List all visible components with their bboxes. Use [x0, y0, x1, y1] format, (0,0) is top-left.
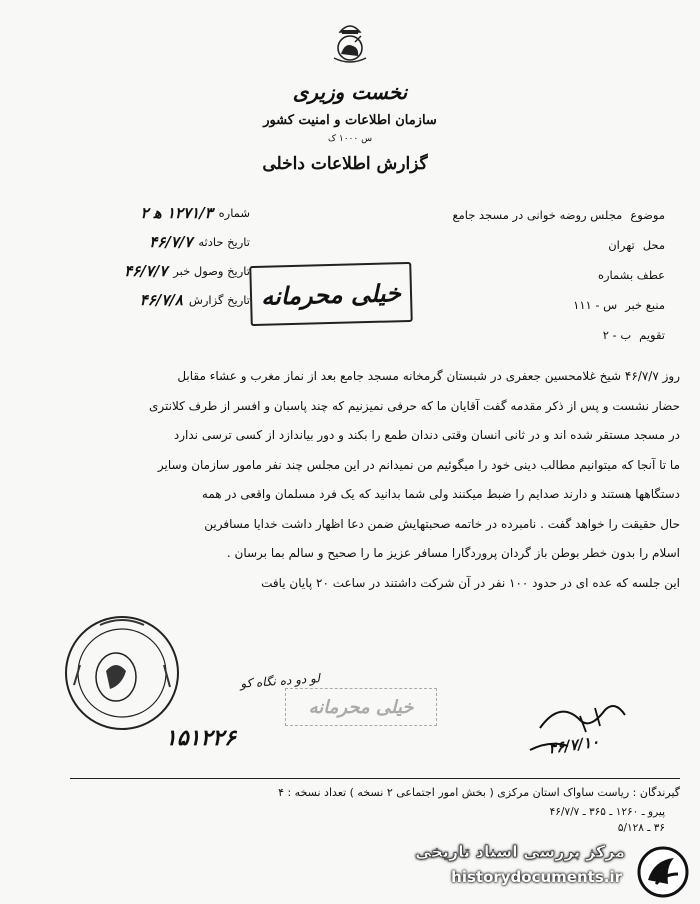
handwritten-note: لو دو ده نگاه کو	[239, 671, 321, 691]
recipients-line: گیرندگان : ریاست ساواک استان مرکزی ( بخش امور اجتماعی ۲ نسخه ) تعداد نسخه : ۴	[278, 786, 680, 799]
body-line: ما تا آنجا که میتوانیم مطالب دینی خود را میگوئیم من نمیدانم در این مجلس چند نفر مامور سازمان وسایر	[157, 457, 680, 472]
meta-value: س - ۱۱۱	[573, 298, 618, 312]
meta-number-row	[70, 198, 250, 227]
organization-name: سازمان اطلاعات و امنیت کشور	[263, 113, 437, 128]
watermark-title: مرکز بررسی اسناد تاریخی	[415, 842, 625, 861]
footer-divider	[70, 778, 680, 779]
meta-label: عطف بشماره	[597, 268, 665, 282]
footer-reference-line: پیرو ـ ۱۲۶۰ ـ ۳۶۵ ـ ۴۶/۷/۷	[549, 806, 665, 818]
meta-label: محل	[642, 238, 665, 252]
meta-label: تاریخ وصول خبر	[173, 263, 250, 278]
body-line: اسلام را بدون خطر بوطن باز گردان پروردگارا مسافر عزیز ما را صحیح و سالم بما برسان .	[226, 546, 680, 560]
body-line: در مسجد مستقر شده اند و در ثانی انسان وقتی دندان طمع را بکند و دور بیاندازد از کسی ترسی ندارد	[173, 428, 680, 442]
report-body	[30, 362, 680, 598]
signature-date: ۴۶/۷/۱۰	[546, 732, 601, 758]
organization-seal-icon	[60, 605, 185, 735]
meta-value: مجلس روضه خوانی در مسجد جامع	[452, 208, 623, 222]
handwritten-number: ۱۵۱۲۲۶	[165, 725, 236, 751]
watermark-url: historydocuments.ir	[451, 868, 622, 886]
meta-subject-row	[335, 200, 665, 230]
watermark-logo-icon	[634, 844, 692, 900]
meta-label: منبع خبر	[625, 298, 665, 312]
meta-label: تاریخ گزارش	[188, 292, 250, 307]
body-line: حضار نشست و پس از ذکر مقدمه گفت آقایان ما که حرفی نمیزنیم که چند پاسبان و افسر از طرف کلانتری	[149, 398, 680, 413]
body-line: روز ۴۶/۷/۷ شیخ غلامحسین جعفری در شبستان گرمخانه مسجد جامع بعد از نماز مغرب و عشاء مقابل	[177, 369, 680, 383]
meta-value: ب - ۲	[602, 328, 632, 342]
meta-label: موضوع	[630, 208, 665, 222]
meta-label: شماره	[218, 205, 250, 220]
meta-label: تاریخ حادثه	[198, 234, 250, 249]
meta-received-date-row	[70, 256, 250, 285]
lion-and-sun-emblem-icon	[325, 18, 375, 68]
meta-value: تهران	[608, 238, 635, 252]
footer-code-line: ۳۶ ـ ۵/۱۲۸	[617, 822, 665, 834]
faded-classification-stamp: خیلی محرمانه	[285, 688, 437, 726]
meta-incident-date-row	[70, 227, 250, 256]
meta-calendar-row	[335, 320, 665, 350]
body-line: این جلسه که عده ای در حدود ۱۰۰ نفر در آن شرکت داشتند در ساعت ۲۰ پایان یافت	[261, 575, 680, 590]
classification-stamp-text: خیلی محرمانه	[260, 277, 402, 311]
meta-label: تقویم	[639, 328, 665, 342]
report-type-heading: گزارش اطلاعات داخلی	[262, 154, 428, 174]
meta-value: ۴۶/۷/۷	[124, 261, 168, 280]
meta-report-date-row	[70, 285, 250, 314]
body-line: حال حقیقت را خواهد گفت . نامبرده در خاتمه صحبتهایش ضمن دعا اظهار داشت خدایا مسافرین	[204, 516, 680, 531]
meta-value: ۱۲۷۱/۳ ه‍ ۲	[140, 203, 213, 222]
form-code: س ۱۰۰۰ ک	[327, 134, 373, 144]
meta-value: ۴۶/۷/۸	[139, 290, 183, 309]
ministry-title: نخست وزیری	[292, 80, 408, 104]
classification-stamp	[249, 262, 413, 326]
meta-location-row	[335, 230, 665, 260]
meta-value: ۴۶/۷/۷	[149, 232, 193, 251]
report-metadata-left	[70, 198, 250, 314]
signature-icon	[520, 690, 650, 765]
body-line: دستگاهها هستند و دارند صدایم را ضبط میکنند ولی شما بدانید که یک فرد مسلمان واقعی در همه	[201, 487, 680, 501]
